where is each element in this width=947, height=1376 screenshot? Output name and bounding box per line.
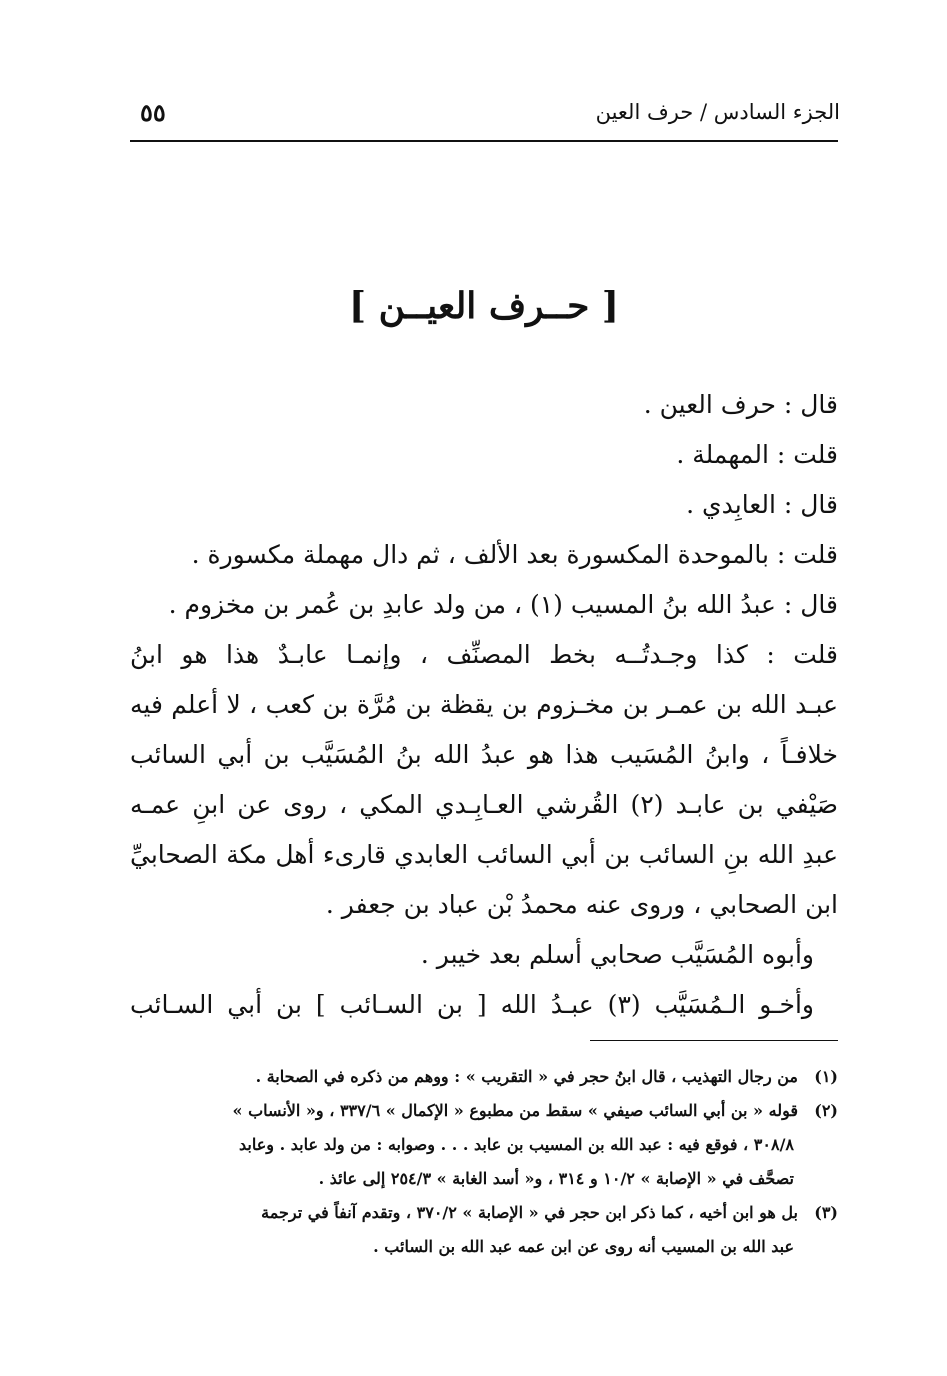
footnotes (130, 1060, 838, 1264)
footnote-number: (٣) (814, 1203, 838, 1222)
chapter-title: [ حــرف العيــن ] (349, 285, 619, 327)
footnote-number: (١) (814, 1067, 838, 1086)
running-head (140, 92, 840, 132)
page-number: ٥٥ (140, 97, 166, 127)
text-line: قلت : بالموحدة المكسورة بعد الألف ، ثم دال مهملة مكسورة . (191, 540, 838, 569)
footnote (130, 1196, 838, 1230)
footnote-rule (590, 1040, 838, 1041)
footnote-number: (٢) (814, 1101, 838, 1120)
footnote-text: بل هو ابن أخيه ، كما ذكر ابن حجر في « الإصابة » ٣٧٠/٢ ، وتقدم آنفاً في ترجمة (261, 1203, 798, 1222)
footnote-continuation (130, 1230, 838, 1264)
text-line: قال : عبدُ الله بنُ المسيب (١) ، من ولد عابدِ بن عُمر بن مخزوم . (168, 590, 838, 619)
footnote-text: عبد الله بن المسيب أنه روى عن ابن عمه عبد الله بن السائب . (373, 1237, 794, 1256)
footnote-continuation (130, 1128, 838, 1162)
main-text (130, 380, 838, 1030)
footnote-text: تصحَّف في « الإصابة » ١٠/٢ و ٣١٤ ، و« أسد الغابة » ٢٥٤/٣ إلى عائذ . (318, 1169, 794, 1188)
text-line: وأبوه المُسَيَّب صحابي أسلم بعد خيبر . (420, 940, 814, 969)
text-line: ابن الصحابي ، وروى عنه محمدُ بْن عباد بن جعفر . (325, 890, 838, 919)
footnote-text: قوله « بن أبي السائب صيفي » سقط من مطبوع « الإكمال » ٣٣٧/٦ ، و« الأنساب » (232, 1101, 798, 1120)
text-line: قلت : كذا وجـدتُــه بخط المصنِّف ، وإنمـا عابـدٌ هذا هو ابنُ (130, 640, 838, 669)
text-line: خلافـاً ، وابنُ المُسَيب هذا هو عبدُ الله بنُ المُسَيَّب بن أبي السائب (130, 740, 838, 769)
text-line: قال : العابِدي . (686, 490, 838, 519)
text-line: عبـد الله بن عمـر بن مخـزوم بن يقظة بن مُرَّة بن كعب ، لا أعلم فيه (130, 690, 838, 719)
footnote-continuation (130, 1162, 838, 1196)
running-title: الجزء السادس / حرف العين (595, 100, 840, 124)
footnote (130, 1060, 838, 1094)
text-line: قال : حرف العين . (643, 390, 838, 419)
text-line: عبدِ الله بنِ السائب بن أبي السائب العابدي قارىء أهل مكة الصحابيِّ (130, 840, 838, 869)
footnote (130, 1094, 838, 1128)
text-line: وأخـو الـمُسَيَّب (٣) عبـدُ الله [ بن السـائب ] بن أبي السـائب (130, 990, 815, 1019)
text-line: صَيْفي بن عابـد (٢) القُرشي العـابِـدي المكي ، روى عن ابنِ عمـه (130, 790, 838, 819)
footnote-text: من رجال التهذيب ، قال ابنُ حجر في « التقريب » : ووهم من ذكره في الصحابة . (255, 1067, 798, 1086)
footnote-text: ٣٠٨/٨ ، فوقع فيه : عبد الله بن المسيب بن عابد . . . وصوابه : من ولد عابد . وعابد (239, 1135, 794, 1154)
text-line: قلت : المهملة . (676, 440, 838, 469)
header-rule (130, 140, 838, 142)
